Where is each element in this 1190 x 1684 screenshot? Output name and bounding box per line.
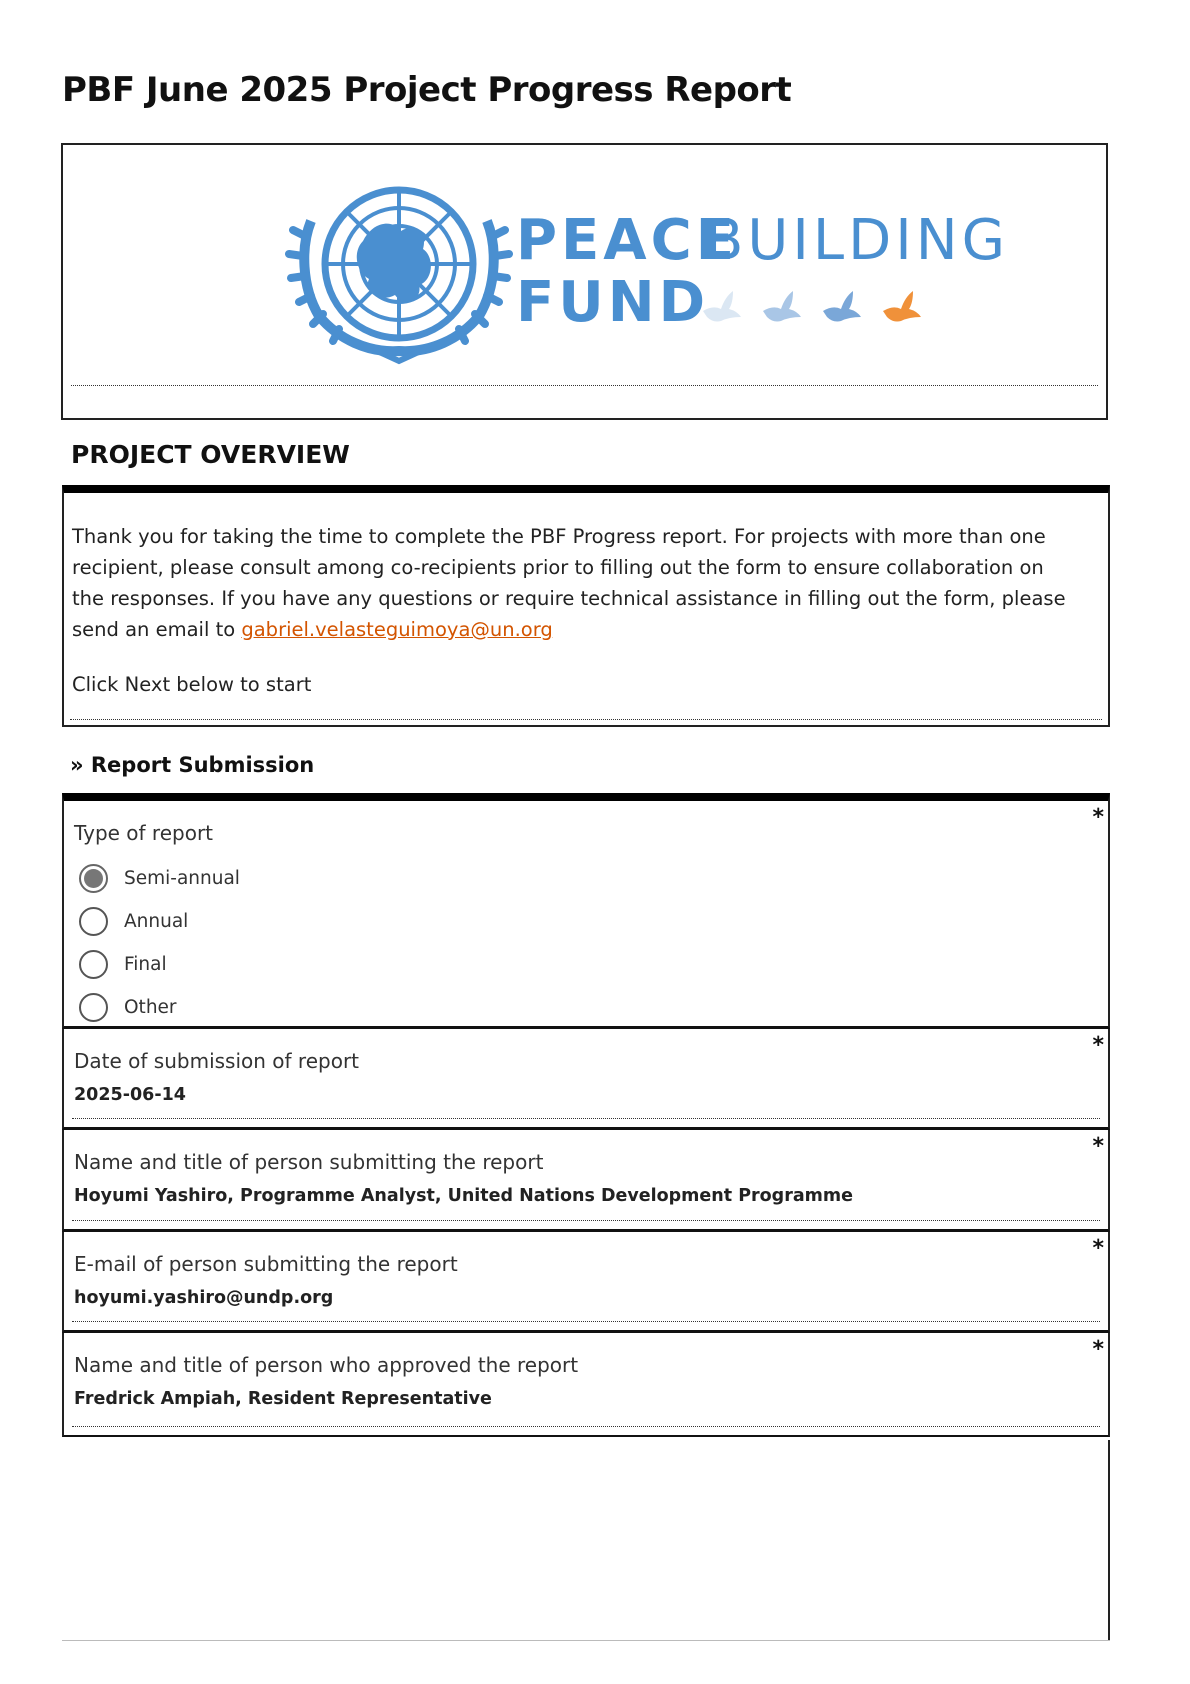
type-of-report-field [62,793,1110,1029]
submitter-email-label: E-mail of person submitting the report [74,1252,458,1276]
peacebuilding-fund-logo [223,161,1023,371]
divider [72,1321,1100,1322]
section-title-project-overview: PROJECT OVERVIEW [71,440,350,469]
radio-label: Annual [124,910,189,932]
approver-name-label: Name and title of person who approved the report [74,1353,579,1377]
approver-name-value[interactable]: Fredrick Ampiah, Resident Representative [74,1389,492,1409]
radio-option-semi-annual[interactable] [79,863,240,893]
logo-word-building: BUILDING [705,208,1010,273]
type-of-report-label: Type of report [74,821,214,845]
contact-email-link[interactable]: gabriel.velasteguimoya@un.org [241,618,553,641]
date-of-submission-value[interactable]: 2025-06-14 [74,1085,186,1105]
logo-word-peace: PEACE [516,208,738,273]
overview-panel [62,485,1110,727]
radio-label: Other [124,996,177,1018]
radio-label: Semi-annual [124,867,240,889]
required-mark: * [1092,805,1104,830]
divider [72,1220,1100,1221]
radio-label: Final [124,953,167,975]
overview-intro [72,521,1072,645]
logo-word-fund: FUND [516,270,710,335]
dove-icon [763,291,801,322]
date-of-submission-label: Date of submission of report [74,1049,360,1073]
radio-option-final[interactable] [79,949,167,979]
divider [72,1426,1100,1427]
divider [70,719,1102,720]
divider [72,1118,1100,1119]
required-mark: * [1092,1134,1104,1159]
divider [71,385,1098,386]
logo-banner [61,143,1108,420]
radio-button-checked[interactable] [79,864,108,893]
overview-intro-text: Thank you for taking the time to complete the PBF Progress report. For projects with more than one recipient, please consult among co-recipients prior to filling out the form to ensure collaboration on the responses. If you have any questions or require technical assistance in filling out the form, please send an email to [72,525,1066,641]
required-mark: * [1092,1236,1104,1261]
approver-name-field [62,1333,1110,1437]
submitter-email-field [62,1232,1110,1333]
page-border-bottom [62,1640,1110,1641]
radio-button[interactable] [79,993,108,1022]
radio-option-other[interactable] [79,992,177,1022]
radio-button[interactable] [79,950,108,979]
dove-icon [883,291,921,322]
page-title: PBF June 2025 Project Progress Report [62,70,792,110]
radio-option-annual[interactable] [79,906,188,936]
section-title-report-submission: » Report Submission [70,753,315,777]
un-emblem-icon [289,190,509,361]
submitter-name-value[interactable]: Hoyumi Yashiro, Programme Analyst, United Nations Development Programme [74,1186,853,1206]
date-of-submission-field [62,1029,1110,1130]
submitter-name-field [62,1130,1110,1232]
dove-icon [823,291,861,322]
required-mark: * [1092,1337,1104,1362]
radio-button[interactable] [79,907,108,936]
submitter-email-value[interactable]: hoyumi.yashiro@undp.org [74,1288,334,1308]
page-border-right [1108,1440,1110,1640]
overview-start-note: Click Next below to start [72,673,312,696]
submitter-name-label: Name and title of person submitting the report [74,1150,544,1174]
required-mark: * [1092,1033,1104,1058]
